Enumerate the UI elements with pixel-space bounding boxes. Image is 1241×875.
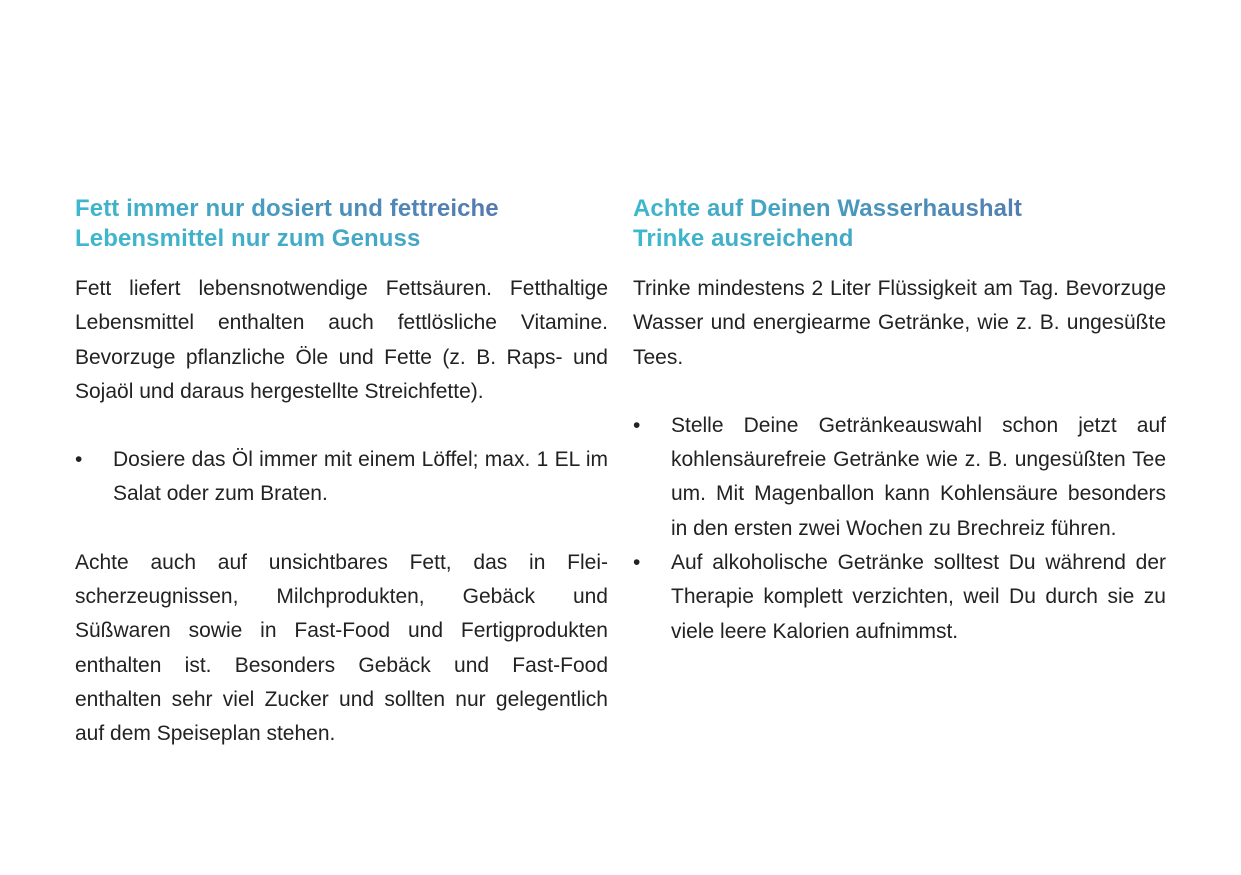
right-heading: [633, 194, 1166, 254]
list-item-text: Stelle Deine Getränkeauswahl schon jetzt auf kohlensäurefreie Getränke wie z. B. ungesüßten Tee um. Mit Magenballon kann Kohlensäure besonders in den ersten zwei Wochen zu Brechreiz führen.: [671, 413, 1166, 540]
list-item: [75, 443, 608, 512]
right-heading-line-1: Achte auf Deinen Wasserhaushalt: [633, 194, 1166, 224]
left-heading-line-2: Lebensmittel nur zum Genuss: [75, 224, 608, 254]
left-outro-paragraph: Achte auch auf unsichtbares Fett, das in Fleischerzeugnissen, Milchprodukten, Gebäck und Süßwaren sowie in Fast-Food und Fertigprodukten enthalten ist. Besonders Gebäck und Fast-Food enthalten sehr viel Zucker und sollten nur gelegentlich auf dem Speiseplan stehen.: [75, 550, 608, 746]
right-intro-paragraph: Trinke mindestens 2 Liter Flüssigkeit am Tag. Bevorzuge Wasser und energiearme Getränke, wie z. B. ungesüßte Tees.: [633, 277, 1166, 369]
left-intro-paragraph: Fett liefert lebensnotwendige Fettsäuren. Fetthaltige Lebensmittel enthalten auch fettlösliche Vitamine. Bevorzuge pflanzliche Öle und Fette (z. B. Raps- und Sojaöl und daraus hergestellte Streichfette).: [75, 277, 608, 403]
left-bullet-list: [75, 443, 608, 512]
left-heading: [75, 194, 608, 254]
list-item-text: Dosiere das Öl immer mit einem Löffel; max. 1 EL im Salat oder zum Braten.: [113, 448, 608, 506]
left-column: [75, 194, 608, 752]
left-heading-line-1: Fett immer nur dosiert und fettreiche: [75, 194, 608, 224]
bullet-icon: •: [75, 448, 83, 472]
list-item: [633, 546, 1166, 649]
right-heading-line-2: Trinke ausreichend: [633, 224, 1166, 254]
right-column: [633, 194, 1166, 649]
bullet-icon: •: [633, 413, 641, 437]
right-bullet-list: [633, 409, 1166, 649]
bullet-icon: •: [633, 551, 641, 575]
list-item: [633, 409, 1166, 546]
list-item-text: Auf alkoholische Getränke solltest Du während der Therapie komplett verzichten, weil Du durch sie zu viele leere Kalorien aufnimmst.: [671, 551, 1166, 643]
